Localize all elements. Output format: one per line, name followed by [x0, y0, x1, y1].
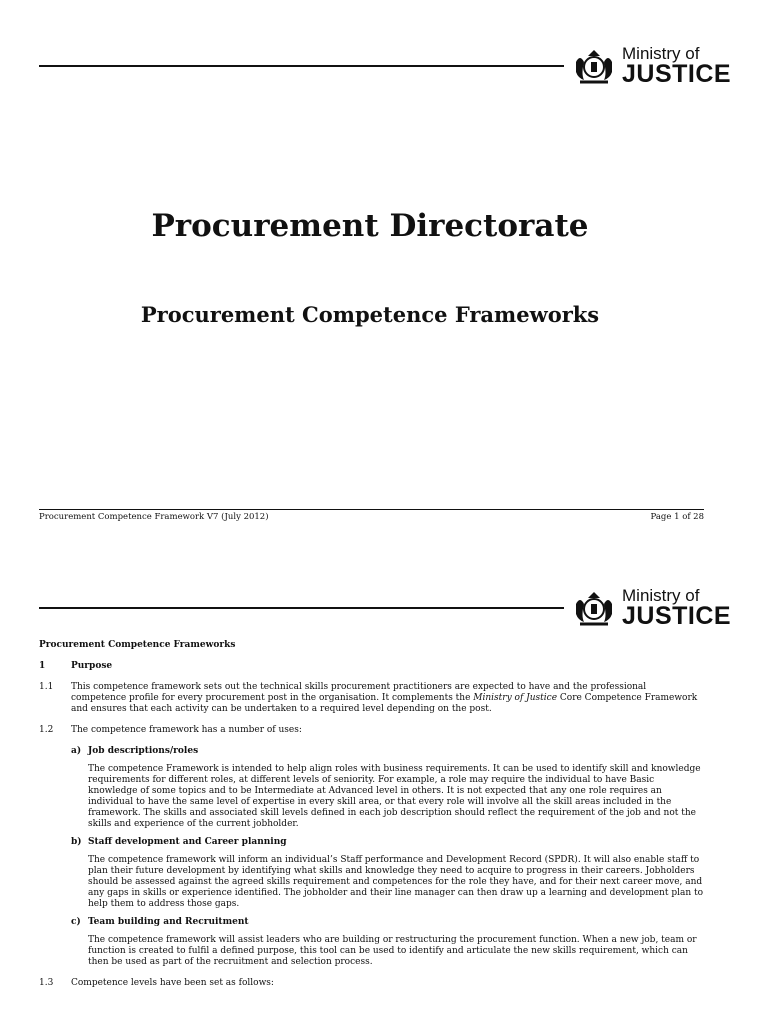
page2-body — [39, 640, 704, 989]
p12-text: The competence framework has a number of uses: — [71, 725, 302, 735]
item-title: Team building and Recruitment — [88, 917, 249, 927]
p11-text-before: This competence framework sets out the technical skills procurement practitioners are expected to have and the professional competence profile for every procurement post in the organisation. It complements the — [71, 682, 647, 703]
ministry-logo-page2 — [572, 586, 731, 630]
item-label: c) — [71, 917, 81, 927]
footer-rule — [39, 509, 704, 510]
cover-title: Procurement Directorate — [151, 208, 589, 244]
item-a-heading — [71, 746, 704, 757]
p13-text: Competence levels have been set as follows: — [71, 978, 274, 988]
item-b-text: The competence framework will inform an individual’s Staff performance and Development Record (SPDR). It will also enable staff to plan their future development by identifying what skills and knowledge they need to acquire to progress in their careers. Jobholders should be assessed against the agreed skills requirement and competences for the role they have, and for their next career move, and any gaps in skills or experience identified. The jobholder and their line manager can then draw up a learning and development plan to help them to address those gaps. — [88, 855, 704, 909]
logo-line1: Ministry of — [622, 44, 700, 63]
item-a-text: The competence Framework is intended to help align roles with business requirements. It can be used to identify skill and knowledge requirements for different roles, at different levels of seniority. For example, a role may require the individual to have Basic knowledge of some topics and to be Intermediate at Advanced level in others. It is not expected that any one role requires an individual to have the same level of expertise in every skill area, or that every role will involve all the skill areas included in the framework. The skills and associated skill levels defined in each job description should reflect the requirement of the job and not the skills and experience of the current jobholder. — [88, 764, 701, 829]
item-label: b) — [71, 837, 82, 847]
paragraph-1-1 — [39, 682, 704, 715]
p11-text-after: Core Competence Framework and ensures that each activity can be undertaken to a required level depending on the post. — [71, 693, 698, 714]
page-footer — [39, 512, 704, 522]
footer-doc-title: Procurement Competence Framework V7 (July 2012) — [39, 512, 269, 522]
item-label: a) — [71, 746, 82, 756]
paragraph-number: 1.2 — [39, 725, 54, 735]
cover-subtitle: Procurement Competence Frameworks — [140, 302, 600, 327]
section-purpose — [39, 661, 704, 672]
section-title: Purpose — [71, 661, 113, 671]
item-c-text: The competence framework will assist leaders who are building or restructuring the procurement function. When a new job, team or function is created to fulfil a defined purpose, this tool can be used to identify and articulate the new skills requirement, which can then be used as part of the recruitment and selection process. — [88, 935, 697, 967]
logo-line2: JUSTICE — [622, 602, 732, 630]
royal-crest-icon — [572, 44, 616, 88]
item-title: Staff development and Career planning — [88, 837, 287, 847]
logo-line2: JUSTICE — [622, 60, 732, 88]
page2-heading: Procurement Competence Frameworks — [39, 640, 236, 650]
paragraph-1-3 — [39, 978, 704, 989]
item-title: Job descriptions/roles — [88, 746, 199, 756]
paragraph-number: 1.3 — [39, 978, 54, 988]
p11-italic: Ministry of Justice — [473, 693, 558, 703]
footer-page-number: Page 1 of 28 — [650, 512, 704, 522]
paragraph-1-2 — [39, 725, 704, 736]
paragraph-number: 1.1 — [39, 682, 54, 692]
header-rule-page2 — [39, 607, 564, 609]
item-c-heading — [71, 917, 704, 928]
ministry-logo — [572, 44, 731, 88]
header-rule — [39, 65, 564, 67]
item-b-heading — [71, 837, 704, 848]
section-number: 1 — [39, 661, 46, 671]
royal-crest-icon — [572, 586, 616, 630]
logo-line1: Ministry of — [622, 586, 700, 605]
